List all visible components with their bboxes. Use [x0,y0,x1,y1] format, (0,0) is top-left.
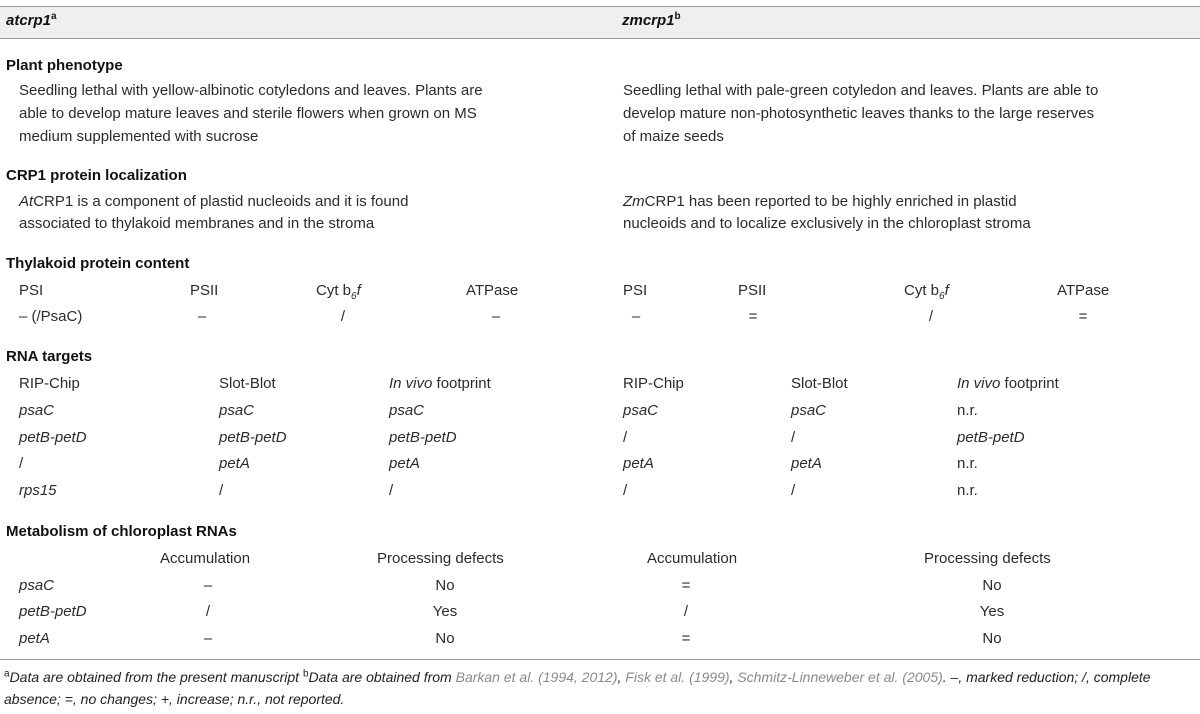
rna-left-footprint-text: footprint [436,375,491,392]
thylakoid-right-cyt-value: / [928,308,934,325]
metab-right-col-processing: Processing defects [924,550,1051,567]
phenotype-right-line-2: develop mature non-photosynthetic leaves thanks to the large reserves [623,105,1095,122]
metab-row3-gene: petA [19,630,50,647]
metab-row3-right-acc: = [681,630,691,647]
phenotype-right-line-3: of maize seeds [623,128,724,145]
footnote-b-mark: b [302,668,309,680]
column-header-zmcrp1-text: zmcrp1 [622,12,675,29]
phenotype-right-line-1: Seedling lethal with pale-green cotyledon and leaves. Plants are able to [623,82,1099,99]
thylakoid-left-col-cyt [316,280,361,302]
footnote-b-text: Data are obtained from [308,669,456,685]
thylakoid-left-cyt-value: / [340,308,346,325]
rna-right-r2-c3: petB-petD [957,429,1025,446]
localization-left-text-1: CRP1 is a component of plastid nucleoids and it is found [33,193,409,210]
footnote-a-text: Data are obtained from the present manuscript [9,669,303,685]
metab-right-col-accumulation: Accumulation [647,550,738,567]
rna-right-r2-c2: / [791,429,796,446]
bottom-rule [0,659,1200,660]
rna-right-r1-c3: n.r. [957,402,978,419]
rna-left-invivo: In vivo [389,375,433,392]
thylakoid-left-cyt-sub: 6 [351,291,357,302]
footnote-sep-1: , [617,669,626,685]
footnote-ref-fisk[interactable]: Fisk et al. (1999) [625,669,730,685]
metab-row1-right-proc: No [982,577,1002,594]
column-header-atcrp1-text: atcrp1 [6,12,52,29]
footnote-tail: . –, marked reduction; /, complete absence; =, no changes; +, increase; n.r., not reported. [4,669,1151,707]
localization-left-prefix: At [19,193,34,210]
rna-left-col-footprint [389,373,491,395]
metab-row2-left-proc: Yes [432,603,458,620]
section-title-thylakoid: Thylakoid protein content [6,255,190,272]
metab-row2-right-proc: Yes [979,603,1005,620]
rna-right-r3-c2: petA [791,455,822,472]
rna-left-r2-c2: petB-petD [219,429,287,446]
rna-left-r2-c3: petB-petD [389,429,457,446]
rna-left-col-slotblot: Slot-Blot [219,375,276,392]
localization-right-text-1: CRP1 has been reported to be highly enriched in plastid [644,193,1017,210]
thylakoid-left-col-psii: PSII [190,282,219,299]
thylakoid-right-col-psi: PSI [623,282,648,299]
thylakoid-left-cyt-f: f [356,282,361,299]
rna-right-col-ripchip: RIP-Chip [623,375,684,392]
metab-row1-left-acc: – [203,577,213,594]
thylakoid-right-col-cyt [904,280,949,302]
section-title-phenotype: Plant phenotype [6,57,123,74]
column-header-zmcrp1-sup: b [674,11,681,22]
thylakoid-left-col-atpase: ATPase [466,282,519,299]
rna-right-invivo: In vivo [957,375,1001,392]
metab-left-col-accumulation: Accumulation [160,550,251,567]
rna-left-r4-c2: / [219,482,224,499]
metab-row1-left-proc: No [435,577,455,594]
rna-right-r3-c3: n.r. [957,455,978,472]
rna-left-r1-c3: psaC [389,402,425,419]
footnote-sep-2: , [729,669,738,685]
metab-row2-gene: petB-petD [19,603,87,620]
rna-right-col-slotblot: Slot-Blot [791,375,848,392]
thylakoid-left-col-psi: PSI [19,282,44,299]
thylakoid-right-atpase-value: = [1078,308,1088,325]
thylakoid-left-atpase-value: – [491,308,501,325]
localization-left-line-2: associated to thylakoid membranes and in the stroma [19,215,375,232]
metab-row2-right-acc: / [683,603,689,620]
table-header-band [0,6,1200,38]
column-header-atcrp1-sup: a [51,11,57,22]
rna-right-col-footprint [957,373,1059,395]
rna-left-r3-c2: petA [219,455,250,472]
localization-right-line-2: nucleoids and to localize exclusively in the chloroplast stroma [623,215,1031,232]
rna-left-r1-c2: psaC [219,402,255,419]
thylakoid-left-cyt-label: Cyt b [316,282,352,299]
rna-right-r4-c1: / [623,482,628,499]
thylakoid-right-psi-value: – [631,308,641,325]
localization-left-line-1 [19,191,408,213]
header-rule [0,38,1200,39]
thylakoid-right-cyt-f: f [944,282,949,299]
thylakoid-right-psii-value: = [748,308,758,325]
rna-left-r1-c1: psaC [19,402,55,419]
column-header-atcrp1 [6,10,57,32]
rna-right-r1-c2: psaC [791,402,827,419]
phenotype-left-line-2: able to develop mature leaves and sterile flowers when grown on MS [19,105,477,122]
column-header-zmcrp1 [622,10,681,32]
metab-row1-gene: psaC [19,577,55,594]
rna-left-r4-c1: rps15 [19,482,57,499]
rna-left-col-ripchip: RIP-Chip [19,375,80,392]
localization-right-line-1 [623,191,1017,213]
phenotype-left-line-3: medium supplemented with sucrose [19,128,259,145]
rna-left-r2-c1: petB-petD [19,429,87,446]
phenotype-left-line-1: Seedling lethal with yellow-albinotic cotyledons and leaves. Plants are [19,82,483,99]
metab-left-col-processing: Processing defects [377,550,504,567]
rna-right-r4-c3: n.r. [957,482,978,499]
rna-right-r3-c1: petA [623,455,654,472]
thylakoid-left-psii-value: – [197,308,207,325]
metab-row3-right-proc: No [982,630,1002,647]
footnote-ref-schmitz[interactable]: Schmitz-Linneweber et al. (2005) [737,669,943,685]
thylakoid-right-cyt-label: Cyt b [904,282,940,299]
rna-right-r4-c2: / [791,482,796,499]
thylakoid-left-psi-value: – (/PsaC) [19,308,83,325]
localization-right-prefix: Zm [623,193,645,210]
metab-row3-left-acc: – [203,630,213,647]
thylakoid-right-col-psii: PSII [738,282,767,299]
rna-left-r4-c3: / [389,482,394,499]
thylakoid-right-col-atpase: ATPase [1057,282,1110,299]
section-title-localization: CRP1 protein localization [6,167,187,184]
metab-row1-right-acc: = [681,577,691,594]
rna-right-r1-c1: psaC [623,402,659,419]
top-rule [0,6,1200,7]
rna-left-r3-c1: / [19,455,24,472]
metab-row3-left-proc: No [435,630,455,647]
thylakoid-right-cyt-sub: 6 [939,291,945,302]
footnote-a-mark: a [4,668,10,680]
section-title-metabolism: Metabolism of chloroplast RNAs [6,523,237,540]
rna-right-footprint-text: footprint [1004,375,1059,392]
metab-row2-left-acc: / [205,603,211,620]
footnote-ref-barkan[interactable]: Barkan et al. (1994, 2012) [455,669,618,685]
rna-right-r2-c1: / [623,429,628,446]
section-title-rna-targets: RNA targets [6,348,93,365]
rna-left-r3-c3: petA [389,455,420,472]
table-footnote [4,666,1194,710]
